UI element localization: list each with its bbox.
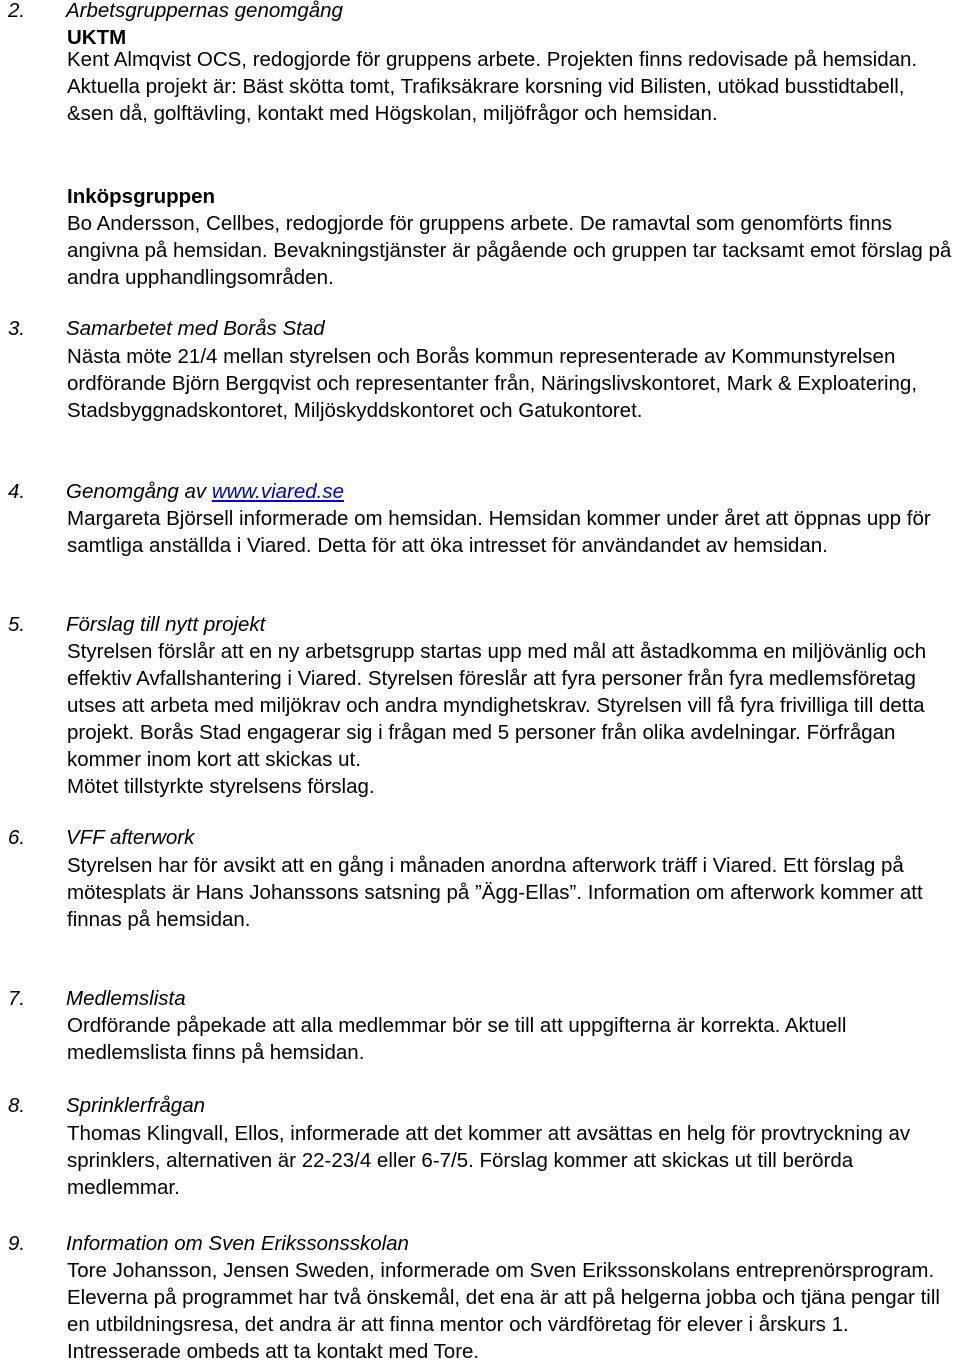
section-9-number: 9. [8,1232,26,1255]
section-3-text: Nästa möte 21/4 mellan styrelsen och Borås kommun representerade av Kommunstyrelsen ordförande Björn Bergqvist och representanter från, Näringslivskontoret, Mark & Exploatering, Stadsbyggnadskontoret, Miljöskyddskontoret och Gatukontoret. [67,345,918,422]
section-5-text: Styrelsen förslår att en ny arbetsgrupp startas upp med mål att åstadkomma en miljövänlig och effektiv Avfallshantering i Viared. Styrelsen föreslår att fyra personer från fyra medlemsföretag utses att arbeta med miljökrav och andra myndighetskrav. Styrelsen vill få fyra frivilliga till detta projekt. Borås Stad engagerar sig i frågan med 5 personer från olika avdelningar. Förfrågan kommer inom kort att skickas ut. [67,640,927,771]
section-6-number: 6. [8,826,26,849]
section-4-title-text: Genomgång av [66,480,212,503]
section-6-text: Styrelsen har för avsikt att en gång i månaden anordna afterwork träff i Viared. Ett förslag på mötesplats är Hans Johanssons satsning på ”Ägg-Ellas”. Information om afterwork kommer att finnas på hemsidan. [67,854,923,931]
section-7-title: Medlemslista [66,987,186,1010]
uktm-text: Kent Almqvist OCS, redogjorde för gruppens arbete. Projekten finns redovisade på hemsidan. Aktuella projekt är: Bäst skötta tomt, Trafiksäkrare korsning vid Bilisten, utökad busstidtabell, &sen då, golftävling, kontakt med Högskolan, miljöfrågor och hemsidan. [67,48,918,125]
section-8-title: Sprinklerfrågan [66,1094,206,1117]
section-4-title [66,478,344,505]
section-7-number: 7. [8,987,26,1010]
section-6-title: VFF afterwork [66,826,195,849]
inkopsgruppen-heading: Inköpsgruppen [67,185,216,208]
section-4-number: 4. [8,480,26,503]
section-9-title: Information om Sven Erikssonsskolan [66,1232,409,1255]
section-9-text: Tore Johansson, Jensen Sweden, informerade om Sven Erikssonskolans entreprenörsprogram. Eleverna på programmet har två önskemål, det ena är att på helgerna jobba och tjäna pengar till en utbildningsresa, det andra är att finna mentor och värdföretag för elever i årskurs 1. Intresserade ombeds att ta kontakt med Tore. [67,1259,940,1363]
section-2-title: Arbetsgruppernas genomgång [66,0,343,22]
section-5-title: Förslag till nytt projekt [66,613,266,636]
section-5-number: 5. [8,613,26,636]
section-7-text: Ordförande påpekade att alla medlemmar bör se till att uppgifterna är korrekta. Aktuell medlemslista finns på hemsidan. [67,1014,847,1064]
section-3-title: Samarbetet med Borås Stad [66,317,325,340]
inkopsgruppen-text: Bo Andersson, Cellbes, redogjorde för gruppens arbete. De ramavtal som genomförts finns angivna på hemsidan. Bevakningstjänster är pågående och gruppen tar tacksamt emot förslag på andra upphandlingsområden. [67,212,952,289]
section-8-number: 8. [8,1094,26,1117]
uktm-heading: UKTM [67,26,127,49]
section-8-text: Thomas Klingvall, Ellos, informerade att det kommer att avsättas en helg för provtryckning av sprinklers, alternativen är 22-23/4 eller 6-7/5. Förslag kommer att skickas ut till berörda medlemmar. [67,1122,911,1199]
viared-link[interactable]: www.viared.se [211,480,345,503]
section-4-text: Margareta Björsell informerade om hemsidan. Hemsidan kommer under året att öppnas upp för samtliga anställda i Viared. Detta för att öka intresset för användandet av hemsidan. [67,507,931,557]
section-3-number: 3. [8,317,26,340]
section-5-decision: Mötet tillstyrkte styrelsens förslag. [67,775,375,798]
section-2-number: 2. [8,0,26,22]
